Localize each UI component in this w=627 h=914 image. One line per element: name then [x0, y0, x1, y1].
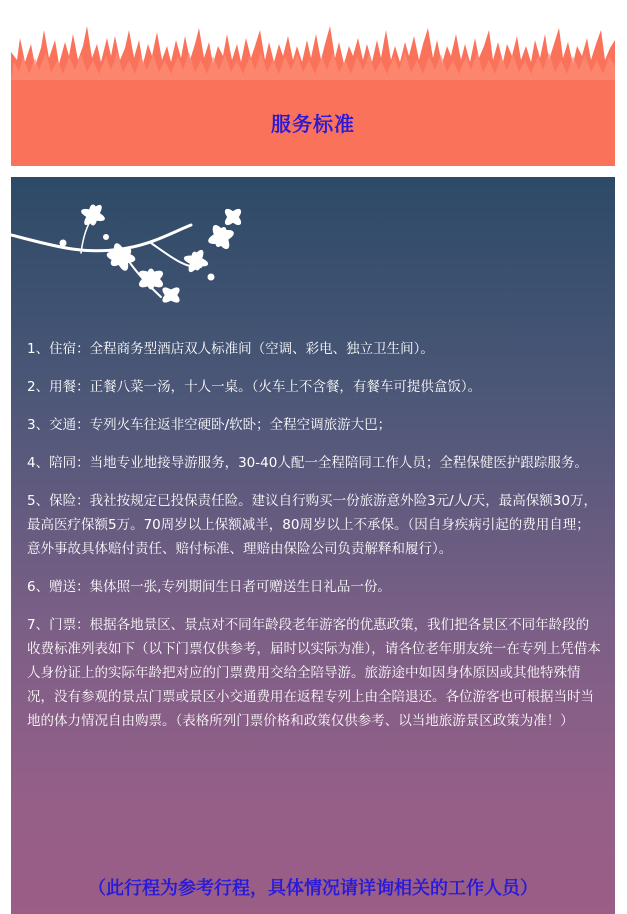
list-item: 1、住宿：全程商务型酒店双人标准间（空调、彩电、独立卫生间）。 — [27, 341, 434, 357]
grass-decoration — [11, 0, 615, 166]
list-item: 2、用餐：正餐八菜一汤，十人一桌。（火车上不含餐，有餐车可提供盒饭）。 — [27, 379, 482, 395]
page-title: 服务标准 — [271, 112, 355, 136]
list-item: 3、交通：专列火车往返非空硬卧/软卧；全程空调旅游大巴； — [27, 417, 392, 433]
list-item: 7、门票：根据各地景区、景点对不同年龄段老年游客的优惠政策，我们把各景区不同年龄段的收费标准列表如下（以下门票仅供参考，届时以实际为准），请各位老年朋友统一在专列上凭借本人身份证上的实际年龄把对应的门票费用交给全陪导游。旅游途中如因身体原因或其他特殊情况，没有参观的景点门票或景区小交通费用在返程专列上由全陪退还。各位游客也可根据当时当地的体力情况自由购票。（表格所列门票价格和政策仅供参考、以当地旅游景区政策为准！） — [27, 617, 601, 729]
service-standard-list — [27, 337, 602, 747]
flower-branch-decoration — [11, 197, 261, 307]
list-item: 5、保险：我社按规定已投保责任险。建议自行购买一份旅游意外险3元/人/天，最高保额30万，最高医疗保额5万。70周岁以上保额减半，80周岁以上不承保。（因自身疾病引起的费用自理；意外事故具体赔付责任、赔付标准、理赔由保险公司负责解释和履行）。 — [27, 493, 597, 557]
list-item: 4、陪同：当地专业地接导游服务，30-40人配一全程陪同工作人员；全程保健医护跟踪服务。 — [27, 455, 588, 471]
reference-note: （此行程为参考行程，具体情况请详询相关的工作人员） — [88, 878, 538, 899]
section-header — [11, 0, 615, 166]
content-panel — [11, 177, 615, 914]
list-item: 6、赠送：集体照一张,专列期间生日者可赠送生日礼品一份。 — [27, 579, 391, 595]
